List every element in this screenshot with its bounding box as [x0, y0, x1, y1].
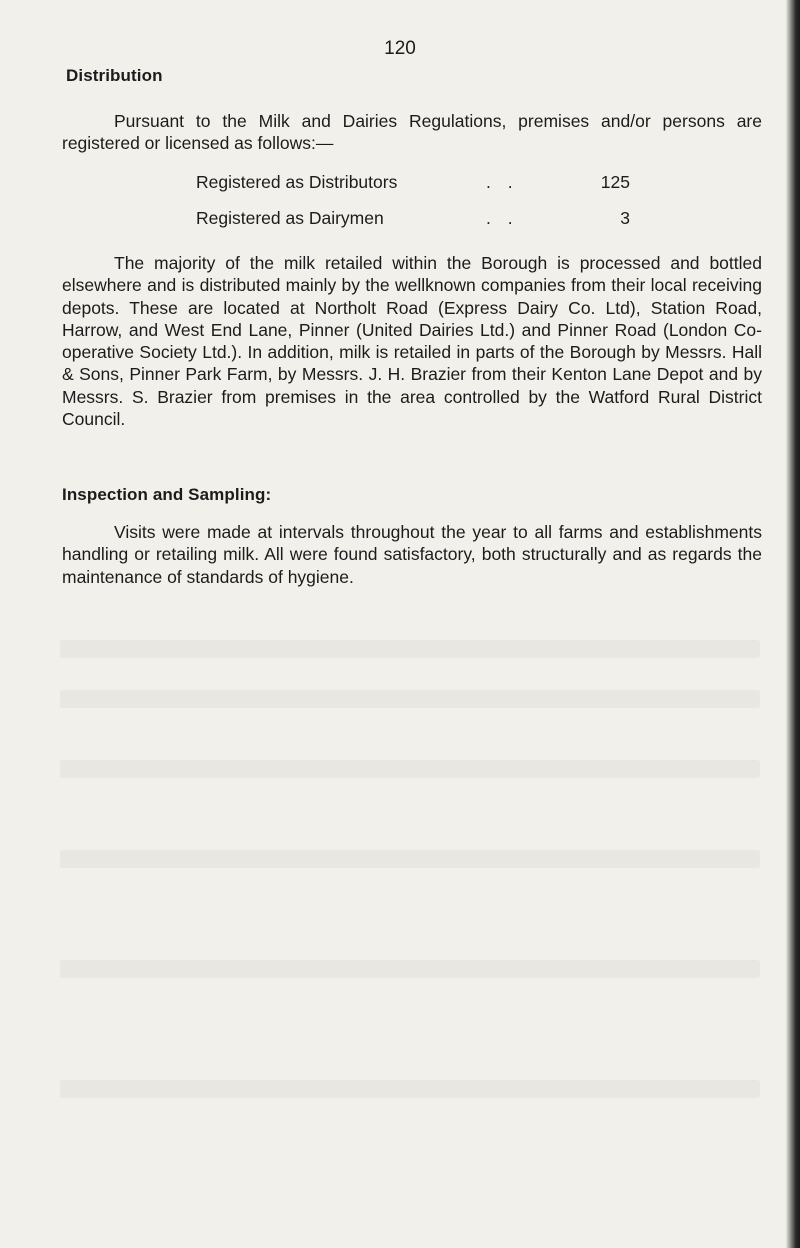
- bleed-through: [60, 760, 760, 778]
- registration-label: Registered as Distributors: [196, 172, 398, 192]
- distribution-intro: Pursuant to the Milk and Dairies Regulations, premises and/or persons are registered or licensed as follows:—: [62, 111, 762, 154]
- bleed-through: [60, 850, 760, 868]
- page-edge-shadow: [786, 0, 800, 1248]
- registration-table: [196, 164, 656, 236]
- registration-count: 125: [600, 172, 630, 192]
- registration-count: 3: [620, 208, 630, 228]
- bleed-through: [60, 960, 760, 978]
- leader-dots: . .: [486, 172, 519, 192]
- bleed-through: [60, 690, 760, 708]
- bleed-through: [60, 640, 760, 658]
- registration-row: [196, 164, 656, 200]
- distribution-body: The majority of the milk retailed within the Borough is processed and bottled elsewhere and is distributed mainly by the wellknown companies from their local receiving depots. These are located at Northolt Road (Express Dairy Co. Ltd), Station Road, Harrow, and West End Lane, Pinner (United Dairies Ltd.) and Pinner Road (London Co-operative Society Ltd.). In addition, milk is retailed in parts of the Borough by Messrs. Hall & Sons, Pinner Park Farm, by Messrs. J. H. Brazier from their Kenton Lane Depot and by Messrs. S. Brazier from premises in the area controlled by the Watford Rural District Council.: [62, 253, 762, 430]
- bleed-through: [60, 1080, 760, 1098]
- leader-dots: . .: [486, 208, 519, 228]
- distribution-heading: Distribution: [66, 66, 163, 85]
- registration-label: Registered as Dairymen: [196, 208, 384, 228]
- registration-row: [196, 200, 656, 236]
- page-number: 120: [384, 38, 416, 59]
- inspection-body: Visits were made at intervals throughout the year to all farms and establishments handling or retailing milk. All were found satisfactory, both structurally and as regards the maintenance of standards of hygiene.: [62, 522, 762, 587]
- inspection-heading: Inspection and Sampling:: [62, 485, 272, 504]
